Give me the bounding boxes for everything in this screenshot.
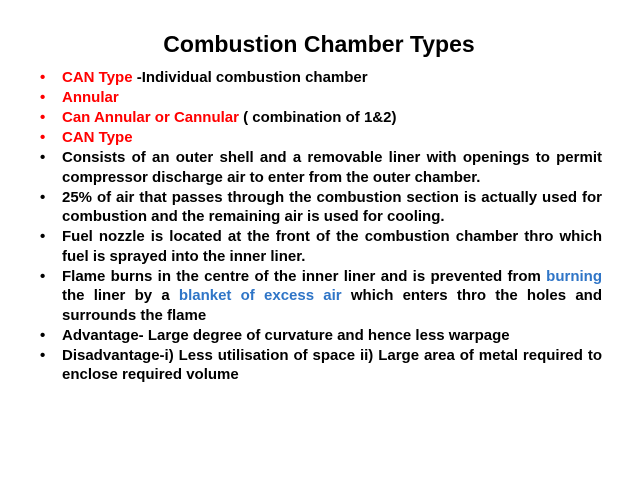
bullet-item <box>40 346 602 385</box>
bullet-dot: • <box>40 326 46 344</box>
bullet-dot: • <box>40 109 46 126</box>
slide-title: Combustion Chamber Types <box>163 31 475 57</box>
bullet-text: 25% of air that passes through the combustion section is actually used for combustion and the remaining air is used for cooling. <box>62 188 602 225</box>
bullet-text: ( combination of 1&2) <box>238 109 397 126</box>
bullet-dot: • <box>40 267 46 285</box>
bullet-text: -Individual combustion chamber <box>132 69 368 86</box>
bullet-item <box>40 148 602 187</box>
bullet-item <box>40 108 602 128</box>
bullet-highlight-text: CAN Type <box>62 129 133 146</box>
bullet-highlight-text: blanket of excess air <box>178 287 342 304</box>
bullet-text: which enters thro the holes and surrounds the flame <box>62 287 602 324</box>
bullet-item <box>40 326 602 346</box>
bullet-item <box>40 88 602 108</box>
bullet-text: the liner by a <box>62 287 179 304</box>
bullet-text: Flame burns in the centre of the inner liner and is prevented from <box>62 267 547 285</box>
bullet-item <box>40 188 602 227</box>
bullet-text: Advantage- Large degree of curvature and hence less warpage <box>62 326 510 344</box>
bullet-dot: • <box>40 188 46 206</box>
bullet-dot: • <box>40 149 46 166</box>
bullet-dot: • <box>40 228 46 245</box>
bullet-item <box>40 68 602 88</box>
bullet-text: Disadvantage-i) Less utilisation of space ii) Large area of metal required to enclose required volume <box>62 346 602 383</box>
bullet-highlight-text: Can Annular or Cannular <box>62 109 239 126</box>
bullet-highlight-text: Annular <box>62 89 119 106</box>
bullet-item <box>40 267 602 326</box>
bullet-dot: • <box>40 346 46 364</box>
bullet-item <box>40 128 602 148</box>
bullet-dot: • <box>40 69 46 86</box>
bullet-dot: • <box>40 89 46 106</box>
bullet-text: Fuel nozzle is located at the front of the combustion chamber thro which fuel is sprayed into the inner liner. <box>62 228 602 265</box>
bullet-list <box>40 68 602 385</box>
bullet-dot: • <box>40 129 46 146</box>
bullet-highlight-text: burning <box>546 267 602 285</box>
bullet-highlight-text: CAN Type <box>62 69 133 86</box>
bullet-text: Consists of an outer shell and a removable liner with openings to permit compressor discharge air to enter from the outer chamber. <box>62 149 602 186</box>
bullet-item <box>40 227 602 266</box>
